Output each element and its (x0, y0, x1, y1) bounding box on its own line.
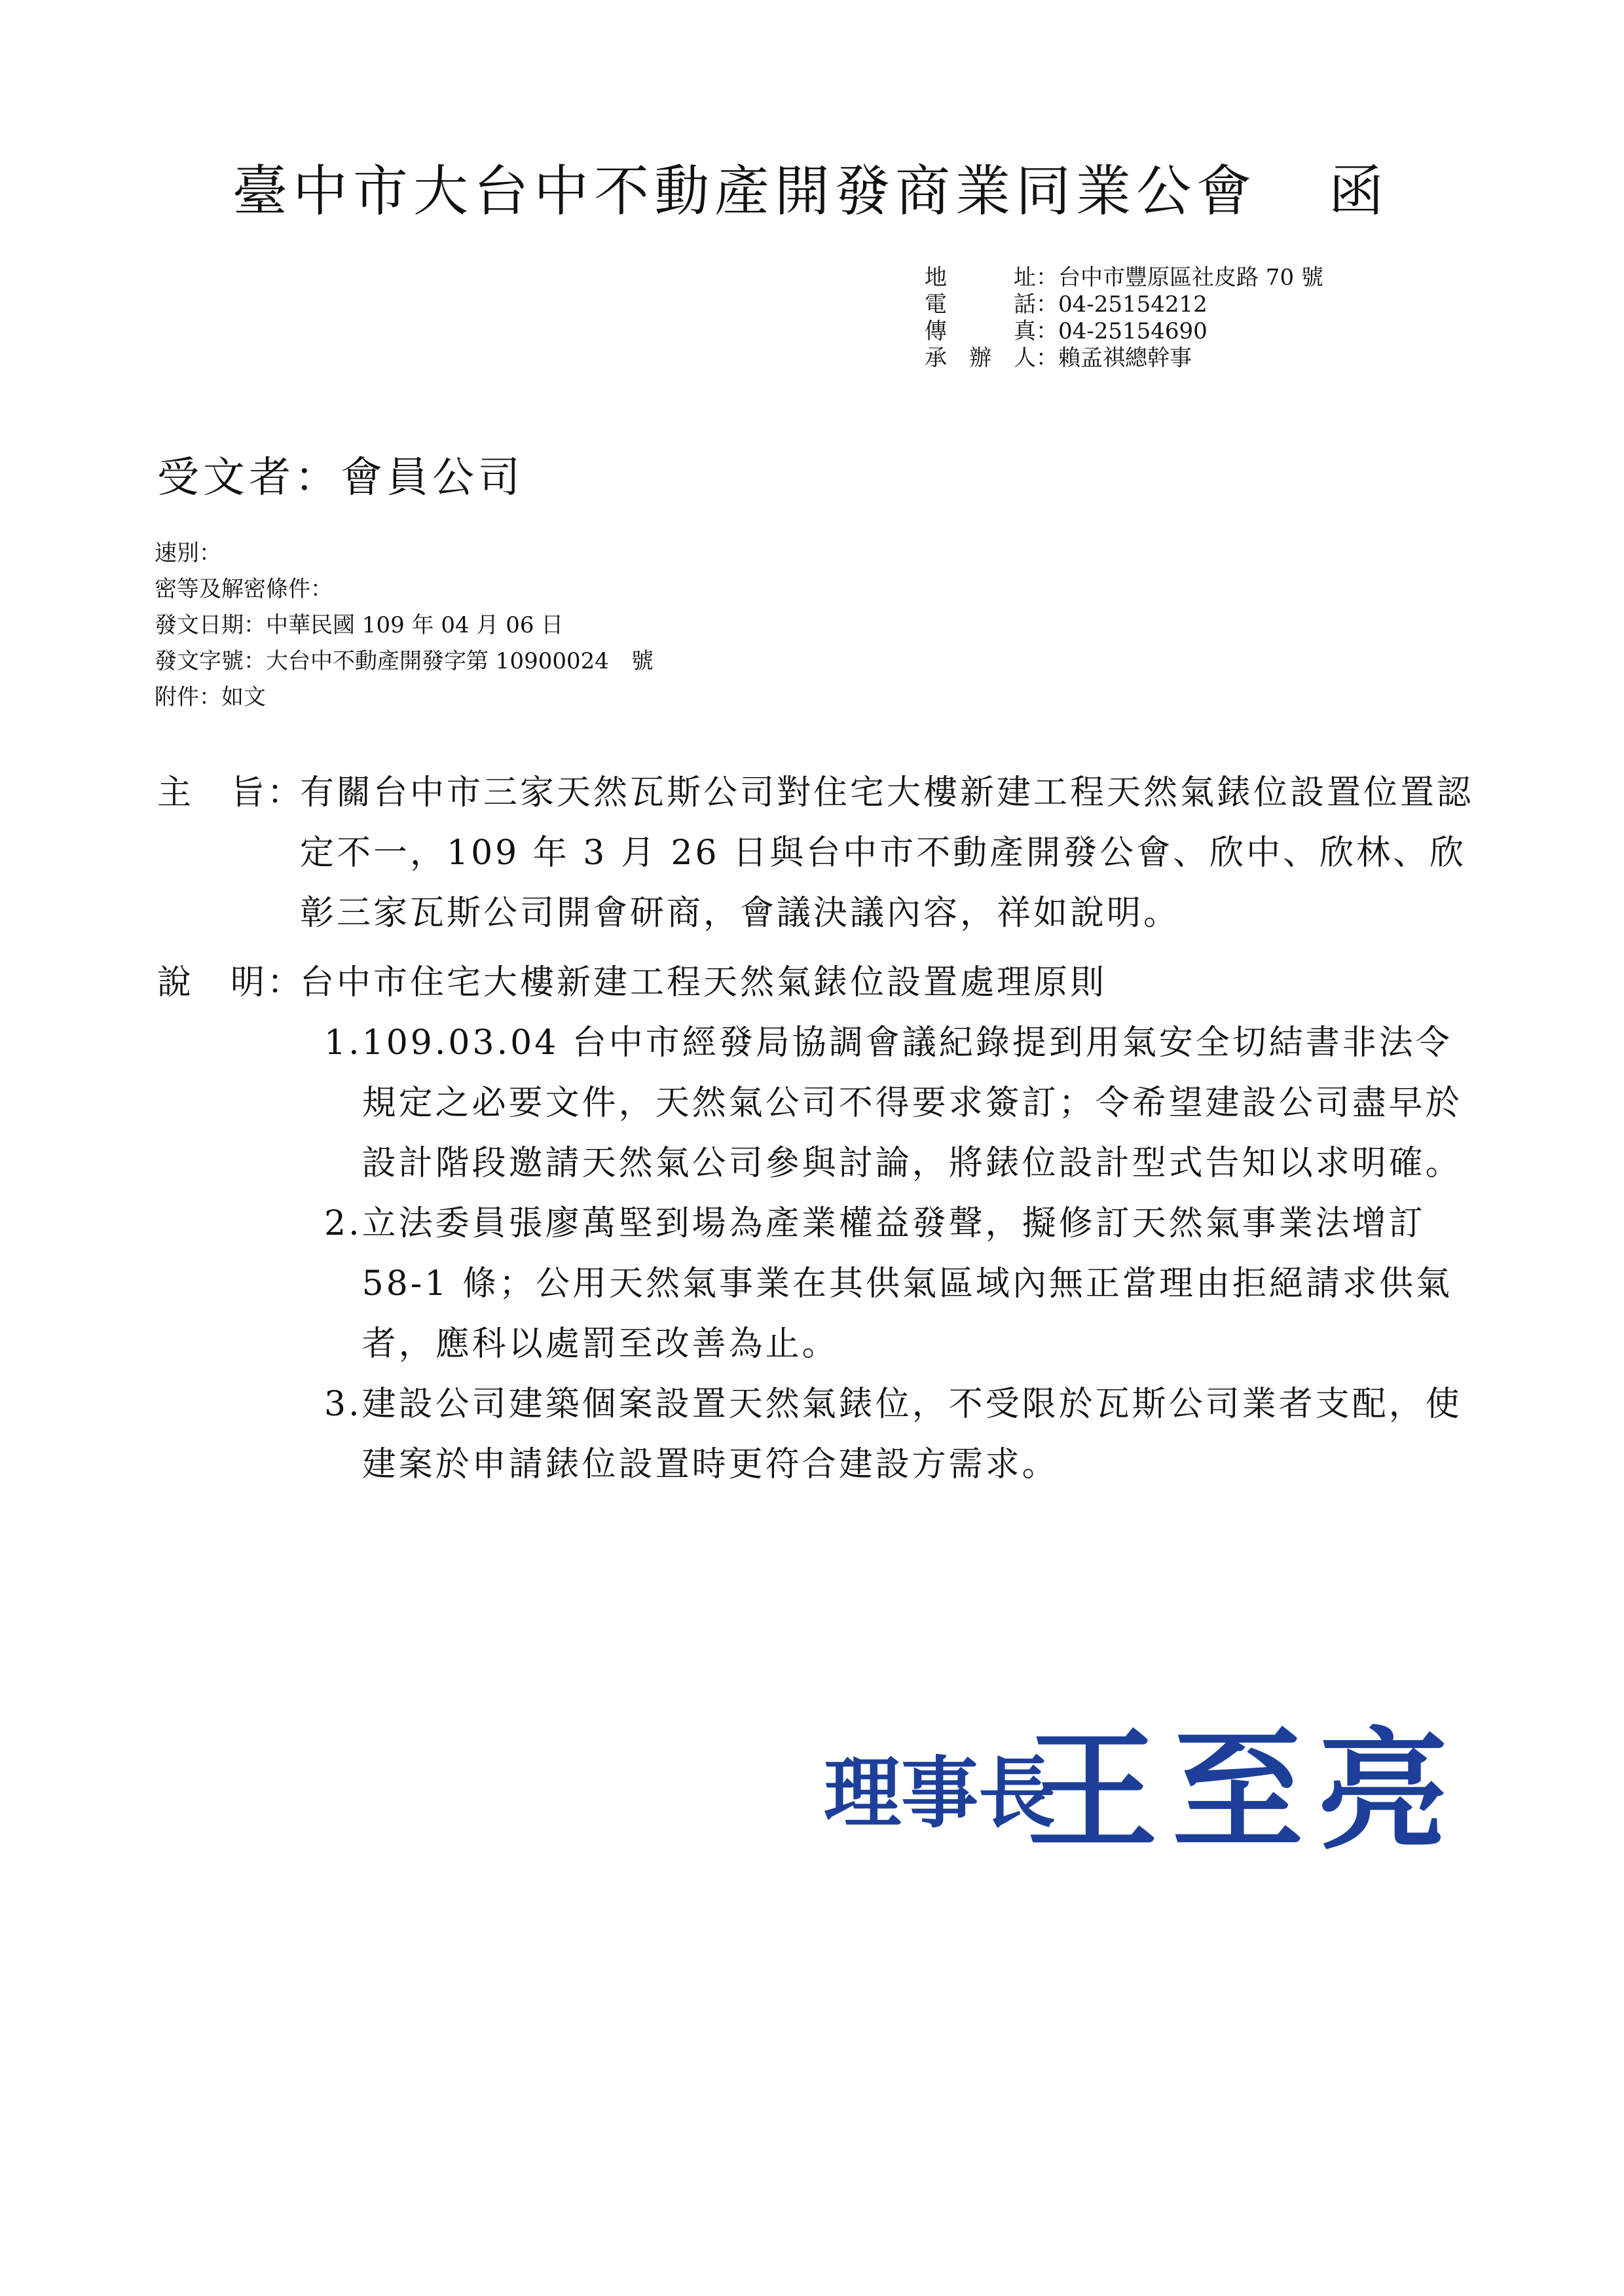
explanation-items (324, 1013, 1480, 1495)
signature-title: 理事長 (824, 1747, 1056, 1838)
organization-name: 臺中市大台中不動產開發商業同業公會 (232, 159, 1257, 223)
signature-name: 王至亮 (1027, 1722, 1464, 1866)
meta-issue-number: 發文字號：大台中不動產開發字第 10900024 號 (155, 648, 654, 674)
recipient-line: 受文者：會員公司 (157, 454, 524, 502)
document-meta (155, 536, 654, 716)
meta-attachment: 附件：如文 (155, 684, 266, 710)
subject-text: 有關台中市三家天然瓦斯公司對住宅大樓新建工程天然氣錶位設置位置認定不一，109 年 3 月 26 日與台中市不動產開發公會、欣中、欣林、欣彰三家瓦斯公司開會研商，會議決議內容，祥如說明。 (300, 773, 1474, 933)
item-number: 1. (324, 1023, 362, 1063)
item-text: 立法委員張廖萬堅到場為產業權益發聲，擬修訂天然氣事業法增訂 58-1 條；公用天然氣事業在其供氣區域內無正當理由拒絕請求供氣者，應科以處罰至改善為止。 (361, 1204, 1452, 1364)
item-text: 109.03.04 台中市經發局協調會議紀錄提到用氣安全切結書非法令規定之必要文件，天然氣公司不得要求簽訂；令希望建設公司盡早於設計階段邀請天然氣公司參與討論，將錶位設計型式告知以求明確。 (361, 1023, 1462, 1183)
contact-handler: 承辦人：賴孟祺總幹事 (925, 345, 1192, 371)
item-number: 2. (324, 1204, 362, 1243)
contact-block (925, 264, 1323, 372)
list-item (324, 1374, 1480, 1495)
contact-fax: 傳真：04-25154690 (925, 318, 1208, 344)
explanation-section (157, 953, 1480, 1495)
list-item (324, 1194, 1480, 1374)
subject-section (157, 763, 1480, 943)
meta-issue-date: 發文日期：中華民國 109 年 04 月 06 日 (155, 612, 564, 638)
meta-secrecy: 密等及解密條件： (155, 576, 333, 602)
contact-address: 地址：台中市豐原區社皮路 70 號 (925, 264, 1323, 291)
subject-label: 主 旨： (157, 773, 304, 812)
explanation-label: 說 明： (157, 963, 304, 1002)
explanation-intro: 台中市住宅大樓新建工程天然氣錶位設置處理原則 (300, 963, 1107, 1002)
meta-speed: 速別： (155, 540, 221, 566)
document-title (232, 147, 1477, 227)
item-number: 3. (324, 1385, 362, 1424)
signature-seal-image (811, 1722, 1466, 1866)
document-type: 函 (1329, 159, 1390, 223)
signature-stamp (811, 1722, 1466, 1866)
contact-phone: 電話：04-25154212 (925, 291, 1208, 318)
item-text: 建設公司建築個案設置天然氣錶位，不受限於瓦斯公司業者支配，使建案於申請錶位設置時更符合建設方需求。 (361, 1385, 1462, 1484)
list-item (324, 1013, 1480, 1194)
